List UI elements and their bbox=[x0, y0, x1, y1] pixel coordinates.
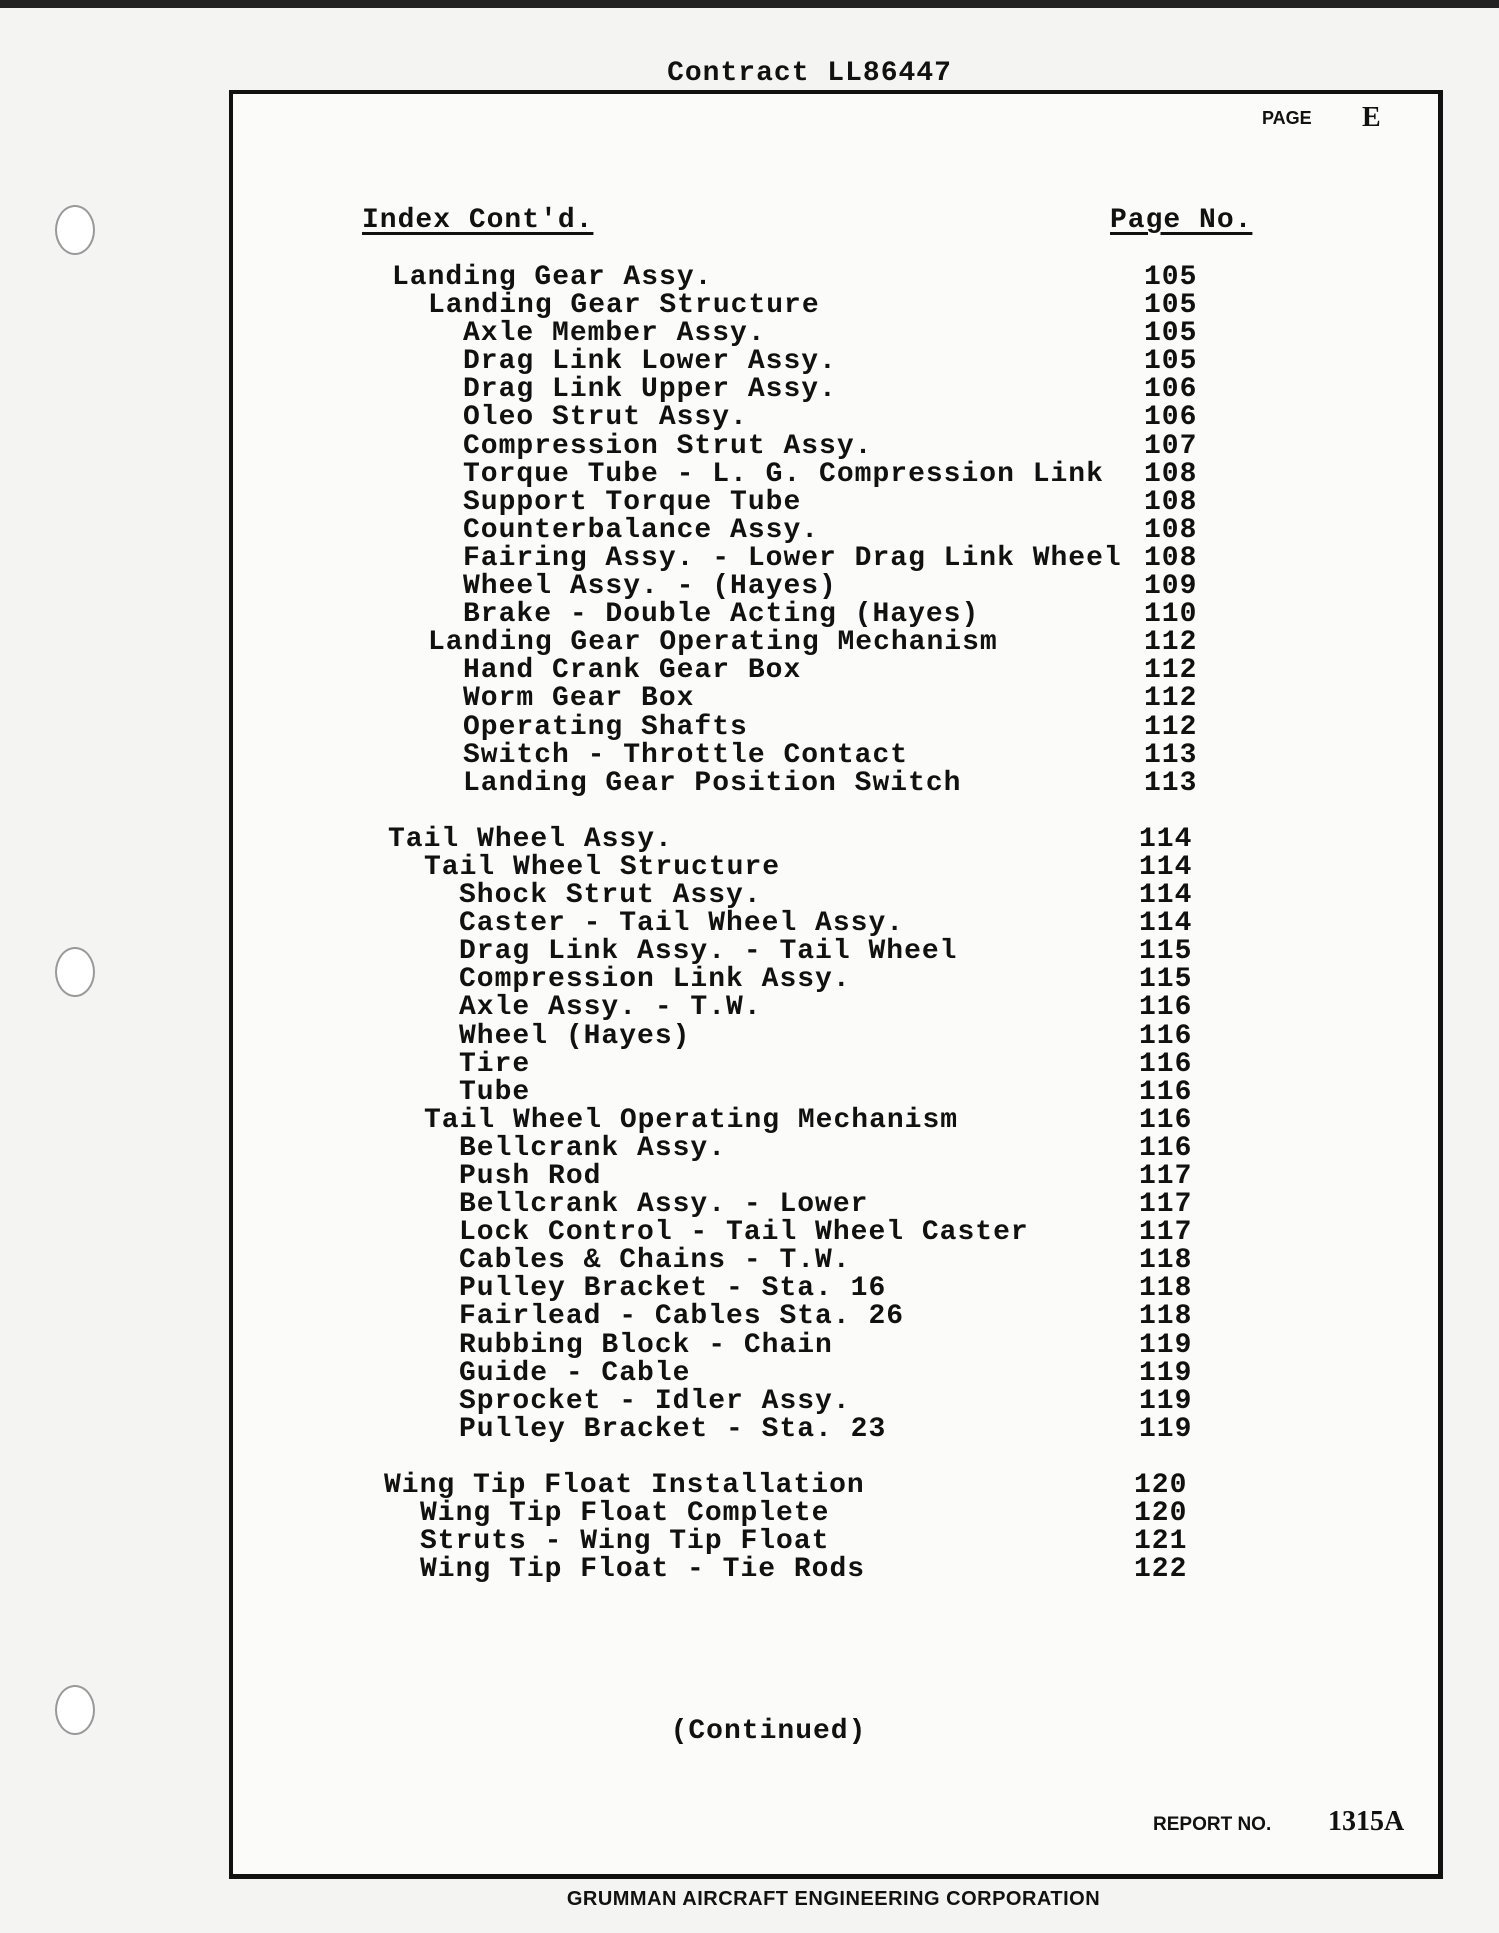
entry-title: Worm Gear Box bbox=[463, 683, 695, 715]
index-entry bbox=[0, 938, 1499, 966]
entry-page-number: 105 bbox=[1144, 262, 1198, 293]
entry-page-number: 118 bbox=[1139, 1273, 1193, 1305]
index-entry bbox=[0, 629, 1499, 657]
entry-title: Support Torque Tube bbox=[463, 486, 802, 518]
index-list bbox=[0, 264, 1499, 1584]
entry-page-number: 118 bbox=[1139, 1245, 1193, 1277]
index-entry bbox=[0, 966, 1499, 994]
index-entry bbox=[0, 1020, 1499, 1052]
entry-title: Axle Member Assy. bbox=[463, 318, 766, 350]
index-entry bbox=[0, 1556, 1499, 1584]
entry-title: Tube bbox=[459, 1076, 531, 1108]
entry-page-number: 116 bbox=[1139, 1104, 1193, 1136]
entry-page-number: 117 bbox=[1139, 1189, 1193, 1221]
entry-title: Operating Shafts bbox=[463, 711, 748, 743]
entry-title: Struts - Wing Tip Float bbox=[420, 1526, 830, 1558]
entry-page-number: 108 bbox=[1144, 458, 1198, 490]
entry-title: Drag Link Lower Assy. bbox=[463, 346, 837, 378]
index-entry bbox=[0, 376, 1499, 404]
entry-title: Axle Assy. - T.W. bbox=[459, 992, 762, 1024]
entry-title: Pulley Bracket - Sta. 16 bbox=[459, 1273, 887, 1305]
entry-page-number: 116 bbox=[1139, 1132, 1193, 1164]
entry-title: Compression Strut Assy. bbox=[463, 430, 873, 462]
entry-title: Compression Link Assy. bbox=[459, 964, 851, 996]
entry-page-number: 108 bbox=[1144, 486, 1198, 518]
entry-title: Landing Gear Operating Mechanism bbox=[428, 627, 998, 659]
entry-title: Tire bbox=[459, 1048, 531, 1080]
continued-note: (Continued) bbox=[670, 1716, 867, 1747]
section-gap bbox=[0, 798, 1499, 826]
entry-page-number: 107 bbox=[1144, 430, 1198, 462]
entry-title: Fairing Assy. - Lower Drag Link Wheel bbox=[463, 542, 1122, 574]
entry-title: Tail Wheel Operating Mechanism bbox=[424, 1104, 959, 1136]
entry-page-number: 108 bbox=[1144, 514, 1198, 546]
entry-title: Drag Link Assy. - Tail Wheel bbox=[459, 936, 958, 968]
entry-page-number: 113 bbox=[1144, 767, 1198, 799]
index-entry bbox=[0, 348, 1499, 376]
index-entry bbox=[0, 1247, 1499, 1275]
index-entry bbox=[0, 1329, 1499, 1361]
entry-page-number: 119 bbox=[1139, 1329, 1193, 1361]
index-entry bbox=[0, 1303, 1499, 1331]
entry-page-number: 119 bbox=[1139, 1413, 1193, 1445]
contract-number: Contract LL86447 bbox=[667, 58, 952, 89]
entry-page-number: 109 bbox=[1144, 571, 1198, 603]
entry-title: Wheel (Hayes) bbox=[459, 1020, 691, 1052]
index-entry bbox=[0, 823, 1499, 855]
entry-page-number: 115 bbox=[1139, 964, 1193, 996]
entry-title: Sprocket - Idler Assy. bbox=[459, 1385, 851, 1417]
entry-title: Drag Link Upper Assy. bbox=[463, 374, 837, 406]
index-entry bbox=[0, 1219, 1499, 1247]
index-title: Index Cont'd. bbox=[362, 205, 594, 236]
index-entry bbox=[0, 1275, 1499, 1303]
entry-title: Oleo Strut Assy. bbox=[463, 402, 748, 434]
entry-title: Tail Wheel Assy. bbox=[388, 823, 673, 855]
entry-title: Rubbing Block - Chain bbox=[459, 1329, 833, 1361]
index-entry bbox=[0, 601, 1499, 629]
index-entry bbox=[0, 486, 1499, 518]
punch-hole bbox=[55, 205, 95, 255]
entry-title: Fairlead - Cables Sta. 26 bbox=[459, 1301, 905, 1333]
entry-page-number: 115 bbox=[1139, 936, 1193, 968]
index-entry bbox=[0, 1104, 1499, 1136]
entry-title: Landing Gear Assy. bbox=[392, 262, 713, 293]
entry-page-number: 114 bbox=[1139, 880, 1193, 912]
page-number-column-header: Page No. bbox=[1110, 205, 1253, 236]
entry-page-number: 105 bbox=[1144, 290, 1198, 322]
report-label: REPORT NO. bbox=[1153, 1814, 1272, 1835]
entry-title: Wheel Assy. - (Hayes) bbox=[463, 571, 837, 603]
entry-title: Bellcrank Assy. bbox=[459, 1132, 727, 1164]
entry-title: Bellcrank Assy. - Lower bbox=[459, 1189, 869, 1221]
index-entry bbox=[0, 292, 1499, 320]
index-entry bbox=[0, 264, 1499, 292]
entry-page-number: 113 bbox=[1144, 739, 1198, 771]
scan-top-edge bbox=[0, 0, 1499, 8]
entry-title: Torque Tube - L. G. Compression Link bbox=[463, 458, 1104, 490]
entry-title: Wing Tip Float Complete bbox=[420, 1498, 830, 1530]
index-entry bbox=[0, 458, 1499, 490]
entry-page-number: 112 bbox=[1144, 711, 1198, 743]
entry-page-number: 116 bbox=[1139, 1076, 1193, 1108]
entry-title: Brake - Double Acting (Hayes) bbox=[463, 599, 980, 631]
entry-page-number: 114 bbox=[1139, 908, 1193, 940]
entry-title: Tail Wheel Structure bbox=[424, 851, 781, 883]
entry-page-number: 120 bbox=[1134, 1470, 1188, 1502]
entry-title: Caster - Tail Wheel Assy. bbox=[459, 908, 905, 940]
entry-page-number: 119 bbox=[1139, 1357, 1193, 1389]
index-entry bbox=[0, 711, 1499, 743]
index-entry bbox=[0, 851, 1499, 883]
entry-page-number: 116 bbox=[1139, 1020, 1193, 1052]
page-label: PAGE bbox=[1262, 108, 1312, 128]
entry-page-number: 121 bbox=[1134, 1526, 1188, 1558]
index-entry bbox=[0, 657, 1499, 685]
index-entry bbox=[0, 910, 1499, 938]
entry-title: Guide - Cable bbox=[459, 1357, 691, 1389]
entry-page-number: 118 bbox=[1139, 1301, 1193, 1333]
entry-page-number: 120 bbox=[1134, 1498, 1188, 1530]
entry-page-number: 117 bbox=[1139, 1161, 1193, 1192]
entry-title: Pulley Bracket - Sta. 23 bbox=[459, 1413, 887, 1445]
index-entry bbox=[0, 1076, 1499, 1108]
index-entry bbox=[0, 430, 1499, 462]
index-entry bbox=[0, 573, 1499, 601]
index-entry bbox=[0, 514, 1499, 546]
index-entry bbox=[0, 1528, 1499, 1556]
index-entry bbox=[0, 882, 1499, 910]
entry-page-number: 108 bbox=[1144, 542, 1198, 574]
index-entry bbox=[0, 542, 1499, 574]
entry-title: Push Rod bbox=[459, 1161, 602, 1192]
entry-page-number: 112 bbox=[1144, 683, 1198, 715]
index-entry bbox=[0, 767, 1499, 799]
index-entry bbox=[0, 994, 1499, 1022]
index-entry bbox=[0, 1500, 1499, 1528]
entry-title: Wing Tip Float - Tie Rods bbox=[420, 1554, 866, 1586]
index-entry bbox=[0, 685, 1499, 713]
entry-title: Wing Tip Float Installation bbox=[384, 1470, 865, 1502]
entry-page-number: 112 bbox=[1144, 627, 1198, 659]
index-entry bbox=[0, 739, 1499, 771]
entry-page-number: 112 bbox=[1144, 655, 1198, 687]
index-entry bbox=[0, 1472, 1499, 1500]
entry-title: Switch - Throttle Contact bbox=[463, 739, 909, 771]
entry-page-number: 122 bbox=[1134, 1554, 1188, 1586]
index-entry bbox=[0, 1191, 1499, 1219]
index-entry bbox=[0, 1048, 1499, 1080]
entry-page-number: 105 bbox=[1144, 346, 1198, 378]
report-number: 1315A bbox=[1328, 1806, 1405, 1837]
index-entry bbox=[0, 320, 1499, 348]
entry-page-number: 110 bbox=[1144, 599, 1198, 631]
page-value: E bbox=[1362, 102, 1381, 133]
entry-title: Lock Control - Tail Wheel Caster bbox=[459, 1217, 1029, 1249]
entry-title: Landing Gear Structure bbox=[428, 290, 820, 322]
entry-page-number: 105 bbox=[1144, 318, 1198, 350]
entry-page-number: 117 bbox=[1139, 1217, 1193, 1249]
section-gap bbox=[0, 1444, 1499, 1472]
entry-page-number: 106 bbox=[1144, 374, 1198, 406]
entry-page-number: 116 bbox=[1139, 1048, 1193, 1080]
corporation-name: GRUMMAN AIRCRAFT ENGINEERING CORPORATION bbox=[566, 1888, 1101, 1910]
index-entry bbox=[0, 1385, 1499, 1417]
entry-page-number: 119 bbox=[1139, 1385, 1193, 1417]
entry-title: Cables & Chains - T.W. bbox=[459, 1245, 851, 1277]
entry-page-number: 114 bbox=[1139, 823, 1193, 855]
entry-page-number: 106 bbox=[1144, 402, 1198, 434]
index-entry bbox=[0, 1132, 1499, 1164]
entry-title: Shock Strut Assy. bbox=[459, 880, 762, 912]
index-entry bbox=[0, 404, 1499, 432]
entry-title: Hand Crank Gear Box bbox=[463, 655, 802, 687]
entry-title: Counterbalance Assy. bbox=[463, 514, 820, 546]
index-entry bbox=[0, 1357, 1499, 1389]
entry-page-number: 114 bbox=[1139, 851, 1193, 883]
index-entry bbox=[0, 1163, 1499, 1191]
entry-page-number: 116 bbox=[1139, 992, 1193, 1024]
entry-title: Landing Gear Position Switch bbox=[463, 767, 962, 799]
index-entry bbox=[0, 1413, 1499, 1445]
